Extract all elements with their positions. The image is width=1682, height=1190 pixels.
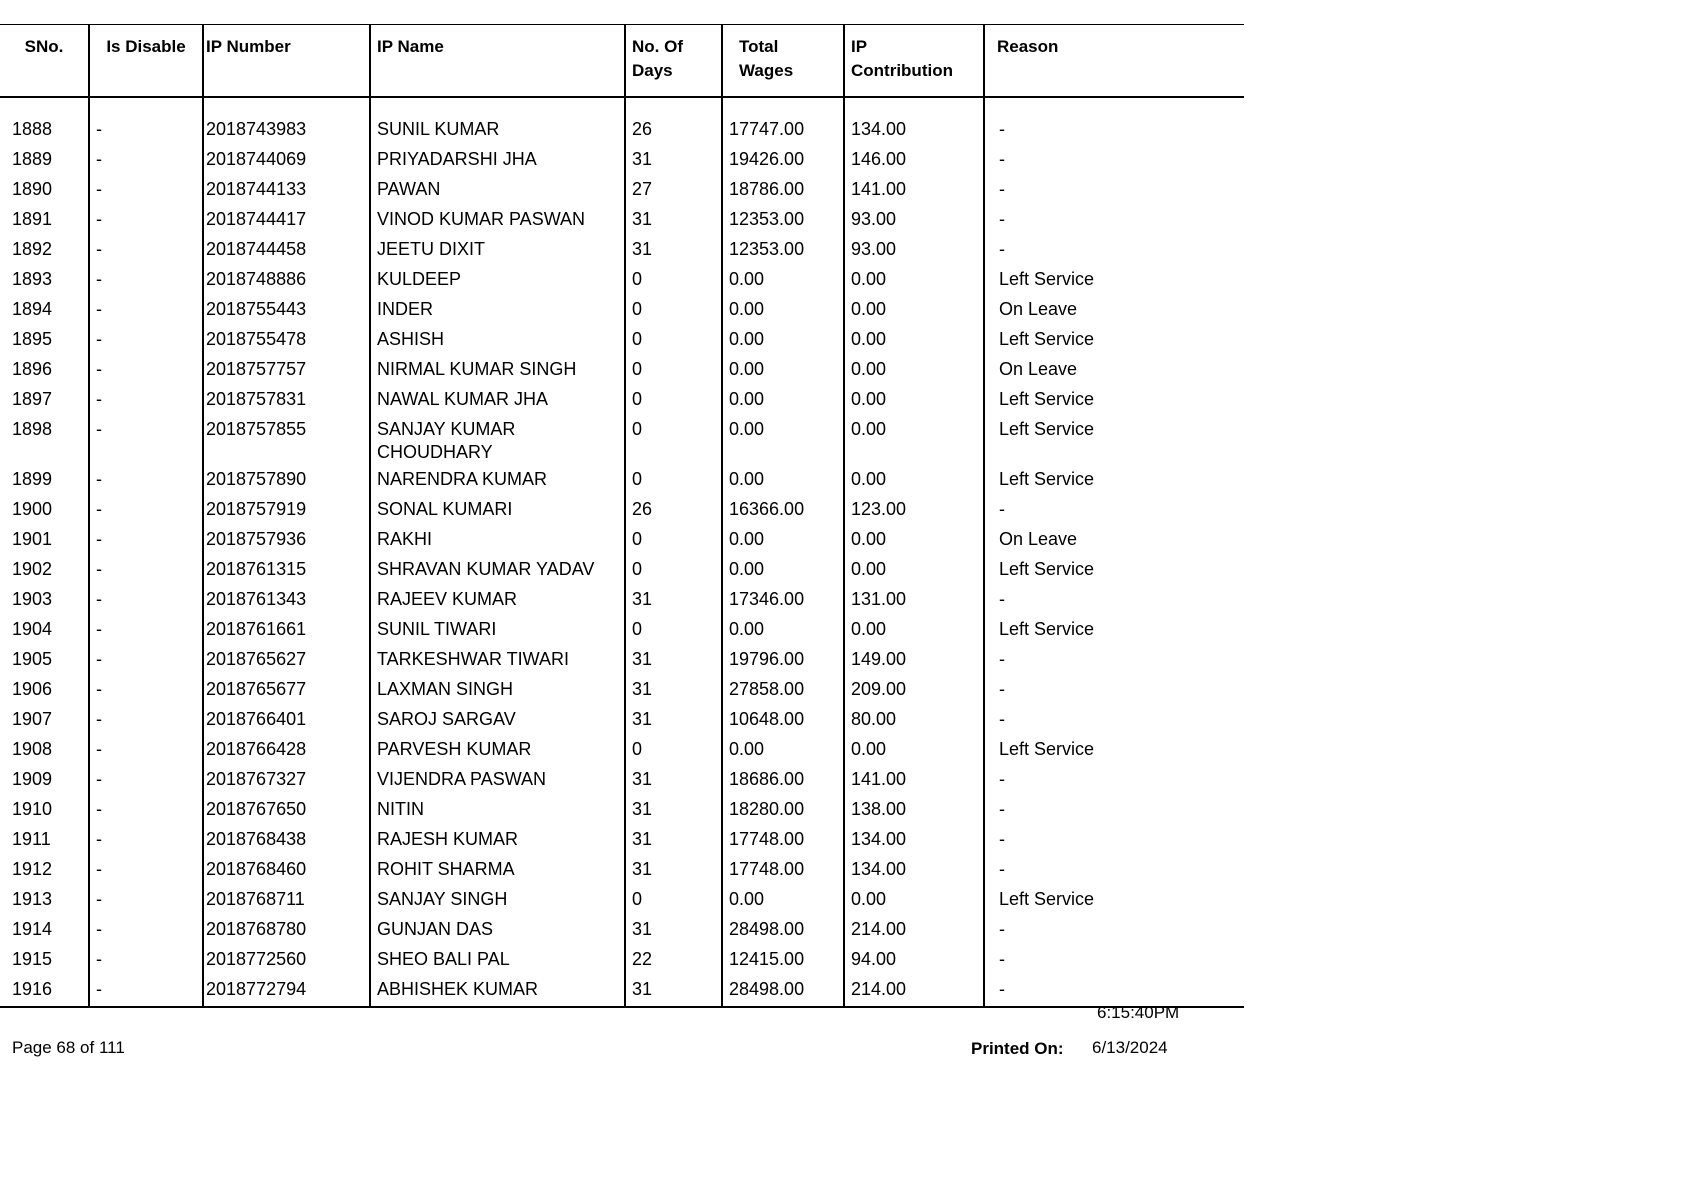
cell-reason: Left Service xyxy=(999,419,1095,439)
cell-sno: 1901 xyxy=(0,526,89,556)
cell-ip-contribution: 149.00 xyxy=(844,646,984,676)
cell-ip-contribution: 209.00 xyxy=(844,676,984,706)
cell-no-of-days: 0 xyxy=(625,416,722,466)
table-row xyxy=(0,496,1244,526)
cell-is-disable: - xyxy=(89,556,203,586)
cell-total-wages: 18686.00 xyxy=(722,766,844,796)
cell-sno: 1898 xyxy=(0,416,89,466)
table-row xyxy=(0,176,1244,206)
header-reason: Reason xyxy=(984,25,1244,98)
cell-no-of-days: 31 xyxy=(625,676,722,706)
cell-total-wages: 0.00 xyxy=(722,466,844,496)
cell-no-of-days: 31 xyxy=(625,766,722,796)
table-row xyxy=(0,736,1244,766)
cell-ip-contribution: 146.00 xyxy=(844,146,984,176)
cell-ip-number: 2018757890 xyxy=(203,466,370,496)
cell-reason: Left Service xyxy=(999,469,1095,489)
cell-ip-number: 2018767650 xyxy=(203,796,370,826)
table-row xyxy=(0,826,1244,856)
table-row xyxy=(0,416,1244,466)
cell-is-disable: - xyxy=(89,586,203,616)
cell-total-wages: 0.00 xyxy=(722,416,844,466)
cell-sno: 1915 xyxy=(0,946,89,976)
cell-no-of-days: 0 xyxy=(625,466,722,496)
cell-sno: 1911 xyxy=(0,826,89,856)
cell-total-wages: 10648.00 xyxy=(722,706,844,736)
cell-ip-name: KULDEEP xyxy=(370,266,625,296)
table-row xyxy=(0,296,1244,326)
table-row xyxy=(0,586,1244,616)
cell-total-wages: 28498.00 xyxy=(722,916,844,946)
cell-reason: - xyxy=(999,209,1005,229)
cell-ip-contribution: 134.00 xyxy=(844,826,984,856)
cell-ip-number: 2018744458 xyxy=(203,236,370,266)
cell-reason: Left Service xyxy=(999,739,1095,759)
cell-reason: Left Service xyxy=(999,389,1095,409)
cell-ip-number: 2018766428 xyxy=(203,736,370,766)
cell-total-wages: 27858.00 xyxy=(722,676,844,706)
cell-ip-number: 2018768460 xyxy=(203,856,370,886)
cell-ip-number: 2018772794 xyxy=(203,976,370,1007)
cell-total-wages: 12415.00 xyxy=(722,946,844,976)
cell-ip-name: JEETU DIXIT xyxy=(370,236,625,266)
cell-sno: 1895 xyxy=(0,326,89,356)
cell-no-of-days: 26 xyxy=(625,496,722,526)
cell-ip-number: 2018761315 xyxy=(203,556,370,586)
cell-total-wages: 19796.00 xyxy=(722,646,844,676)
cell-ip-contribution: 214.00 xyxy=(844,976,984,1007)
cell-no-of-days: 0 xyxy=(625,616,722,646)
cell-ip-contribution: 0.00 xyxy=(844,736,984,766)
cell-ip-number: 2018743983 xyxy=(203,97,370,146)
cell-ip-number: 2018757936 xyxy=(203,526,370,556)
cell-reason: Left Service xyxy=(999,889,1095,909)
cell-reason: On Leave xyxy=(999,359,1078,379)
cell-ip-number: 2018765677 xyxy=(203,676,370,706)
cell-ip-number: 2018757855 xyxy=(203,416,370,466)
header-ip-contribution: IP Contribution xyxy=(844,25,984,98)
cell-total-wages: 17748.00 xyxy=(722,826,844,856)
cell-sno: 1913 xyxy=(0,886,89,916)
cell-sno: 1900 xyxy=(0,496,89,526)
table-row xyxy=(0,97,1244,146)
cell-ip-contribution: 141.00 xyxy=(844,176,984,206)
cell-no-of-days: 0 xyxy=(625,526,722,556)
cell-ip-number: 2018761661 xyxy=(203,616,370,646)
cell-no-of-days: 31 xyxy=(625,796,722,826)
cell-total-wages: 0.00 xyxy=(722,886,844,916)
cell-is-disable: - xyxy=(89,296,203,326)
cell-no-of-days: 31 xyxy=(625,206,722,236)
cell-ip-name: VIJENDRA PASWAN xyxy=(370,766,625,796)
cell-ip-contribution: 0.00 xyxy=(844,266,984,296)
table-row xyxy=(0,556,1244,586)
cell-ip-name: ASHISH xyxy=(370,326,625,356)
table-row xyxy=(0,206,1244,236)
cell-total-wages: 12353.00 xyxy=(722,206,844,236)
cell-is-disable: - xyxy=(89,796,203,826)
cell-sno: 1904 xyxy=(0,616,89,646)
cell-total-wages: 0.00 xyxy=(722,356,844,386)
cell-ip-contribution: 131.00 xyxy=(844,586,984,616)
cell-total-wages: 16366.00 xyxy=(722,496,844,526)
cell-reason: - xyxy=(984,976,1244,1007)
cell-no-of-days: 27 xyxy=(625,176,722,206)
table-row xyxy=(0,976,1244,1007)
cell-ip-name: PARVESH KUMAR xyxy=(370,736,625,766)
cell-total-wages: 0.00 xyxy=(722,326,844,356)
cell-total-wages: 0.00 xyxy=(722,556,844,586)
cell-ip-number: 2018768780 xyxy=(203,916,370,946)
cell-sno: 1890 xyxy=(0,176,89,206)
cell-reason: - xyxy=(999,829,1005,849)
cell-ip-name: PRIYADARSHI JHA xyxy=(370,146,625,176)
cell-ip-contribution: 0.00 xyxy=(844,556,984,586)
table-row xyxy=(0,856,1244,886)
table-row xyxy=(0,326,1244,356)
cell-sno: 1899 xyxy=(0,466,89,496)
cell-total-wages: 0.00 xyxy=(722,736,844,766)
cell-sno: 1916 xyxy=(0,976,89,1007)
cell-ip-contribution: 134.00 xyxy=(844,97,984,146)
cell-reason: Left Service xyxy=(999,619,1095,639)
cell-is-disable: - xyxy=(89,416,203,466)
cell-is-disable: - xyxy=(89,146,203,176)
cell-ip-contribution: 141.00 xyxy=(844,766,984,796)
cell-ip-number: 2018766401 xyxy=(203,706,370,736)
table-row xyxy=(0,146,1244,176)
cell-ip-name: SUNIL KUMAR xyxy=(370,97,625,146)
contribution-table xyxy=(0,24,1244,1008)
table-row xyxy=(0,356,1244,386)
cell-ip-number: 2018757757 xyxy=(203,356,370,386)
cell-ip-contribution: 80.00 xyxy=(844,706,984,736)
cell-ip-number: 2018768438 xyxy=(203,826,370,856)
cell-is-disable: - xyxy=(89,916,203,946)
table-header-row xyxy=(0,25,1244,98)
cell-ip-name: SHEO BALI PAL xyxy=(370,946,625,976)
cell-no-of-days: 31 xyxy=(625,646,722,676)
cell-ip-name: SUNIL TIWARI xyxy=(370,616,625,646)
cell-sno: 1897 xyxy=(0,386,89,416)
cell-ip-contribution: 0.00 xyxy=(844,326,984,356)
cell-no-of-days: 31 xyxy=(625,146,722,176)
cell-ip-contribution: 93.00 xyxy=(844,236,984,266)
cell-ip-name: SAROJ SARGAV xyxy=(370,706,625,736)
cell-is-disable: - xyxy=(89,976,203,1007)
cell-ip-number: 2018744133 xyxy=(203,176,370,206)
page-number: Page 68 of 111 xyxy=(12,1038,125,1057)
cell-ip-name: NITIN xyxy=(370,796,625,826)
cell-reason: Left Service xyxy=(999,329,1095,349)
table-row xyxy=(0,886,1244,916)
cell-is-disable: - xyxy=(89,736,203,766)
cell-ip-contribution: 0.00 xyxy=(844,386,984,416)
cell-no-of-days: 31 xyxy=(625,916,722,946)
cell-ip-name: RAKHI xyxy=(370,526,625,556)
cell-ip-contribution: 134.00 xyxy=(844,856,984,886)
cell-is-disable: - xyxy=(89,206,203,236)
cell-ip-number: 2018768711 xyxy=(203,886,370,916)
cell-ip-number: 2018748886 xyxy=(203,266,370,296)
table-row xyxy=(0,676,1244,706)
cell-is-disable: - xyxy=(89,466,203,496)
cell-ip-name: NIRMAL KUMAR SINGH xyxy=(370,356,625,386)
cell-sno: 1912 xyxy=(0,856,89,886)
table-body xyxy=(0,97,1244,1007)
cell-ip-name: GUNJAN DAS xyxy=(370,916,625,946)
printed-on-label: Printed On: xyxy=(971,1039,1064,1058)
cell-no-of-days: 31 xyxy=(625,706,722,736)
cell-is-disable: - xyxy=(89,886,203,916)
cell-is-disable: - xyxy=(89,646,203,676)
cell-ip-number: 2018772560 xyxy=(203,946,370,976)
cell-ip-name: LAXMAN SINGH xyxy=(370,676,625,706)
cell-total-wages: 18280.00 xyxy=(722,796,844,826)
cell-no-of-days: 0 xyxy=(625,266,722,296)
cell-no-of-days: 0 xyxy=(625,296,722,326)
cell-is-disable: - xyxy=(89,236,203,266)
cell-is-disable: - xyxy=(89,946,203,976)
cell-ip-name: TARKESHWAR TIWARI xyxy=(370,646,625,676)
cell-is-disable: - xyxy=(89,97,203,146)
cell-ip-contribution: 0.00 xyxy=(844,886,984,916)
header-ip-name: IP Name xyxy=(370,25,625,98)
table-row xyxy=(0,796,1244,826)
cell-no-of-days: 0 xyxy=(625,386,722,416)
cell-ip-number: 2018744417 xyxy=(203,206,370,236)
cell-ip-name: SANJAY SINGH xyxy=(370,886,625,916)
cell-no-of-days: 0 xyxy=(625,736,722,766)
cell-ip-number: 2018744069 xyxy=(203,146,370,176)
cell-sno: 1894 xyxy=(0,296,89,326)
cell-total-wages: 0.00 xyxy=(722,526,844,556)
cell-ip-contribution: 0.00 xyxy=(844,526,984,556)
cell-is-disable: - xyxy=(89,676,203,706)
cell-ip-name: RAJESH KUMAR xyxy=(370,826,625,856)
cell-sno: 1909 xyxy=(0,766,89,796)
cell-is-disable: - xyxy=(89,356,203,386)
cell-ip-number: 2018765627 xyxy=(203,646,370,676)
cell-ip-contribution: 0.00 xyxy=(844,296,984,326)
cell-no-of-days: 31 xyxy=(625,976,722,1007)
cell-reason: - xyxy=(999,679,1005,699)
cell-total-wages: 17346.00 xyxy=(722,586,844,616)
table-row xyxy=(0,616,1244,646)
cell-is-disable: - xyxy=(89,766,203,796)
cell-total-wages: 12353.00 xyxy=(722,236,844,266)
cell-reason: - xyxy=(999,499,1005,519)
cell-ip-name: NARENDRA KUMAR xyxy=(370,466,625,496)
cell-ip-contribution: 94.00 xyxy=(844,946,984,976)
cell-reason: - xyxy=(999,179,1005,199)
cell-sno: 1914 xyxy=(0,916,89,946)
cell-reason: - xyxy=(999,649,1005,669)
cell-is-disable: - xyxy=(89,706,203,736)
cell-is-disable: - xyxy=(89,856,203,886)
cell-sno: 1902 xyxy=(0,556,89,586)
table-row xyxy=(0,236,1244,266)
printed-time: 6:15:40PM xyxy=(1097,1003,1180,1022)
cell-total-wages: 0.00 xyxy=(722,386,844,416)
header-no-of-days: No. Of Days xyxy=(625,25,722,98)
cell-ip-contribution: 138.00 xyxy=(844,796,984,826)
cell-sno: 1892 xyxy=(0,236,89,266)
cell-sno: 1908 xyxy=(0,736,89,766)
cell-ip-name: PAWAN xyxy=(370,176,625,206)
cell-no-of-days: 0 xyxy=(625,886,722,916)
cell-reason: - xyxy=(999,949,1005,969)
cell-is-disable: - xyxy=(89,386,203,416)
cell-sno: 1888 xyxy=(0,97,89,146)
cell-total-wages: 17748.00 xyxy=(722,856,844,886)
cell-ip-number: 2018757831 xyxy=(203,386,370,416)
cell-reason: - xyxy=(999,919,1005,939)
cell-reason: - xyxy=(999,149,1005,169)
table-row xyxy=(0,266,1244,296)
cell-reason: On Leave xyxy=(999,529,1078,549)
cell-sno: 1903 xyxy=(0,586,89,616)
cell-sno: 1891 xyxy=(0,206,89,236)
cell-ip-number: 2018761343 xyxy=(203,586,370,616)
table-row xyxy=(0,916,1244,946)
cell-no-of-days: 22 xyxy=(625,946,722,976)
cell-ip-name: NAWAL KUMAR JHA xyxy=(370,386,625,416)
cell-ip-contribution: 214.00 xyxy=(844,916,984,946)
cell-sno: 1907 xyxy=(0,706,89,736)
cell-ip-number: 2018755443 xyxy=(203,296,370,326)
cell-total-wages: 18786.00 xyxy=(722,176,844,206)
cell-is-disable: - xyxy=(89,616,203,646)
cell-ip-name: ABHISHEK KUMAR xyxy=(370,976,625,1007)
cell-ip-name: ROHIT SHARMA xyxy=(370,856,625,886)
cell-reason: - xyxy=(999,589,1005,609)
cell-ip-number: 2018767327 xyxy=(203,766,370,796)
cell-ip-contribution: 0.00 xyxy=(844,616,984,646)
cell-ip-contribution: 0.00 xyxy=(844,416,984,466)
cell-ip-contribution: 0.00 xyxy=(844,466,984,496)
cell-ip-contribution: 0.00 xyxy=(844,356,984,386)
cell-no-of-days: 0 xyxy=(625,556,722,586)
cell-sno: 1905 xyxy=(0,646,89,676)
cell-no-of-days: 0 xyxy=(625,356,722,386)
cell-no-of-days: 26 xyxy=(625,97,722,146)
printed-date: 6/13/2024 xyxy=(1092,1038,1168,1057)
cell-sno: 1889 xyxy=(0,146,89,176)
cell-total-wages: 0.00 xyxy=(722,266,844,296)
cell-no-of-days: 31 xyxy=(625,826,722,856)
cell-total-wages: 0.00 xyxy=(722,296,844,326)
cell-reason: - xyxy=(999,119,1005,139)
table-row xyxy=(0,646,1244,676)
table-row xyxy=(0,946,1244,976)
cell-reason: - xyxy=(999,799,1005,819)
cell-ip-number: 2018757919 xyxy=(203,496,370,526)
cell-ip-name: SONAL KUMARI xyxy=(370,496,625,526)
cell-total-wages: 0.00 xyxy=(722,616,844,646)
cell-reason: - xyxy=(999,859,1005,879)
header-sno: SNo. xyxy=(0,25,89,98)
cell-sno: 1896 xyxy=(0,356,89,386)
cell-ip-name: RAJEEV KUMAR xyxy=(370,586,625,616)
cell-reason: - xyxy=(999,709,1005,729)
cell-reason: - xyxy=(999,239,1005,259)
cell-total-wages: 19426.00 xyxy=(722,146,844,176)
cell-is-disable: - xyxy=(89,326,203,356)
cell-reason: Left Service xyxy=(999,559,1095,579)
cell-sno: 1910 xyxy=(0,796,89,826)
table-row xyxy=(0,766,1244,796)
cell-total-wages: 17747.00 xyxy=(722,97,844,146)
cell-total-wages: 28498.00 xyxy=(722,976,844,1007)
cell-ip-number: 2018755478 xyxy=(203,326,370,356)
cell-reason: Left Service xyxy=(999,269,1095,289)
cell-is-disable: - xyxy=(89,176,203,206)
cell-no-of-days: 31 xyxy=(625,236,722,266)
cell-is-disable: - xyxy=(89,266,203,296)
table-row xyxy=(0,706,1244,736)
cell-no-of-days: 0 xyxy=(625,326,722,356)
header-is-disable: Is Disable xyxy=(89,25,203,98)
table-row xyxy=(0,466,1244,496)
cell-sno: 1893 xyxy=(0,266,89,296)
cell-ip-name: SHRAVAN KUMAR YADAV xyxy=(370,556,625,586)
cell-no-of-days: 31 xyxy=(625,586,722,616)
cell-ip-name: SANJAY KUMAR CHOUDHARY xyxy=(370,416,625,466)
table-row xyxy=(0,386,1244,416)
table-row xyxy=(0,526,1244,556)
header-ip-number: IP Number xyxy=(203,25,370,98)
cell-ip-name: VINOD KUMAR PASWAN xyxy=(370,206,625,236)
header-total-wages: Total Wages xyxy=(722,25,844,98)
cell-reason: On Leave xyxy=(999,299,1078,319)
cell-sno: 1906 xyxy=(0,676,89,706)
cell-is-disable: - xyxy=(89,496,203,526)
cell-no-of-days: 31 xyxy=(625,856,722,886)
cell-ip-contribution: 123.00 xyxy=(844,496,984,526)
cell-is-disable: - xyxy=(89,526,203,556)
contribution-report xyxy=(0,24,1244,1008)
cell-ip-name: INDER xyxy=(370,296,625,326)
cell-ip-contribution: 93.00 xyxy=(844,206,984,236)
cell-is-disable: - xyxy=(89,826,203,856)
cell-reason: - xyxy=(999,769,1005,789)
